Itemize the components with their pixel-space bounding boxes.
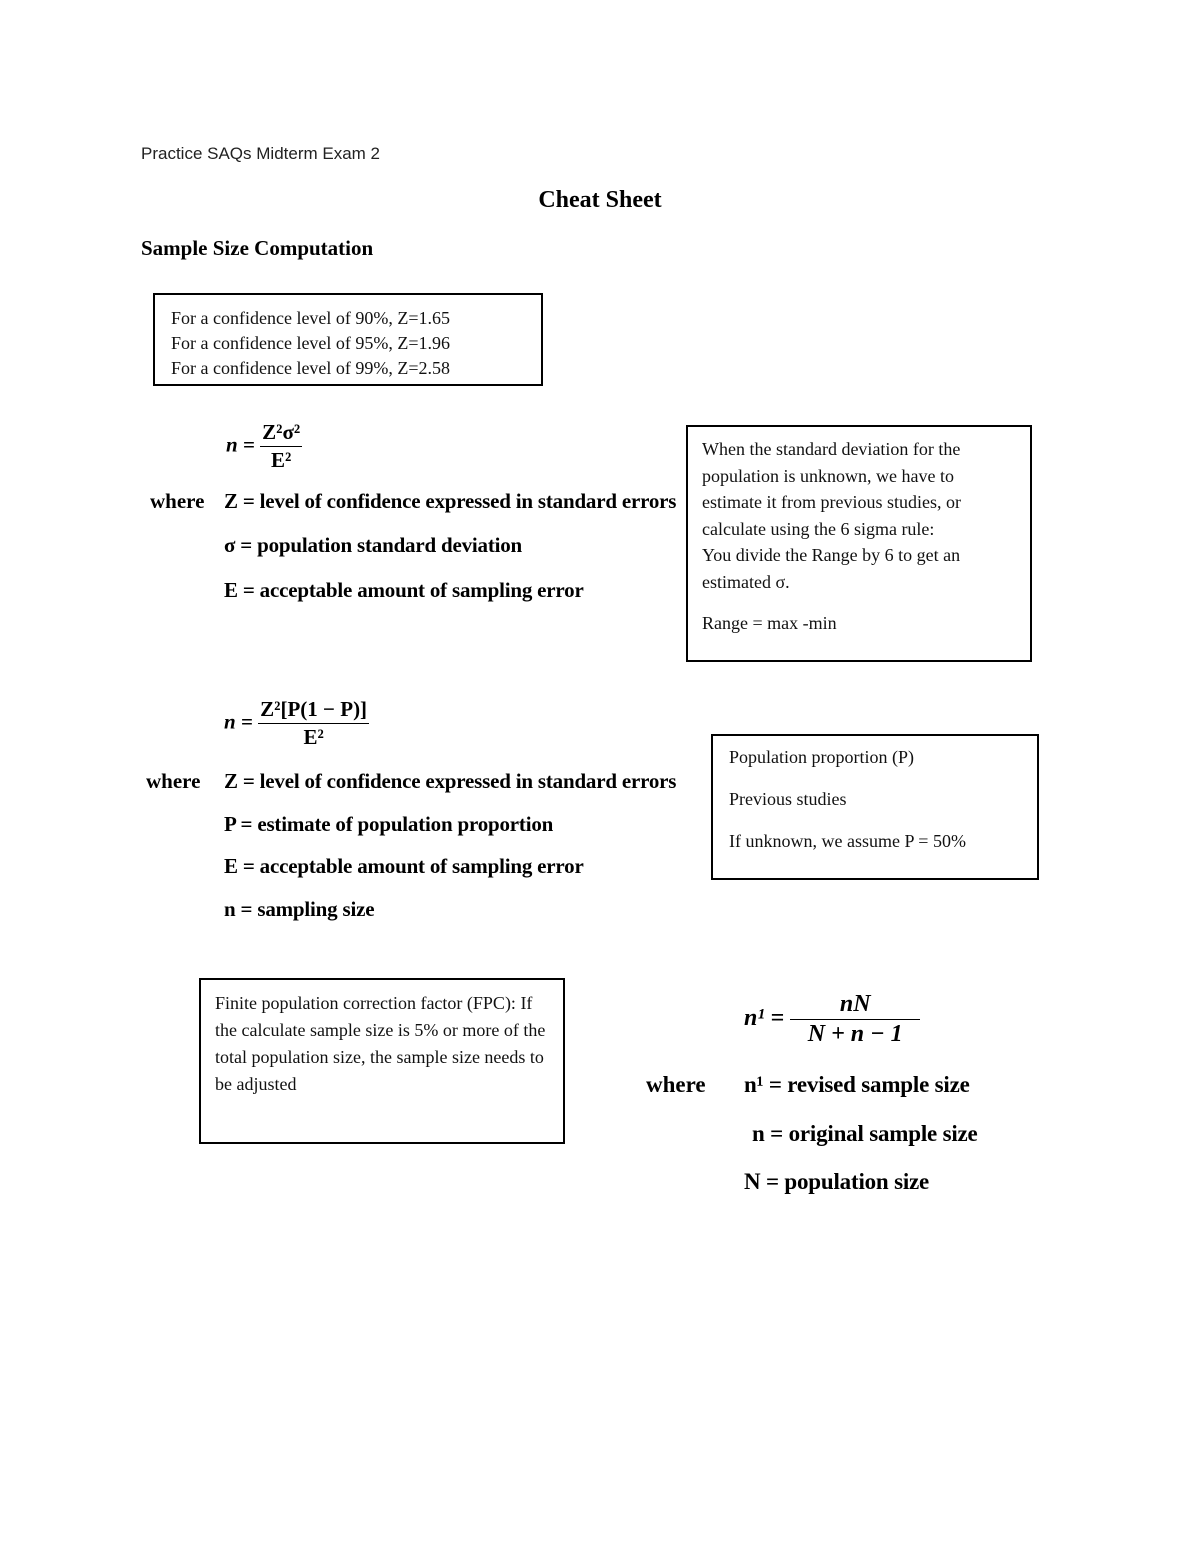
note-line: Previous studies: [729, 789, 847, 809]
note-line: calculate using the 6 sigma rule:: [702, 518, 935, 539]
note-line: estimate it from previous studies, or: [702, 492, 961, 512]
formula-proportion: [224, 697, 369, 750]
definition-e: E = acceptable amount of sampling error: [224, 578, 584, 602]
z-values-box: [153, 293, 543, 386]
formula-numerator: nN: [790, 991, 920, 1020]
formula-lhs: n =: [224, 709, 253, 734]
formula-lhs: n¹ =: [744, 1005, 785, 1032]
definition-n: n = sampling size: [224, 897, 375, 921]
definition-p: P = estimate of population proportion: [224, 812, 554, 836]
definition-e: E = acceptable amount of sampling error: [224, 854, 584, 878]
formula-lhs: n =: [226, 432, 255, 457]
std-dev-note-box: [686, 425, 1032, 662]
formula-fraction: [790, 991, 920, 1048]
definition-z: Z = level of confidence expressed in standard errors: [224, 769, 677, 793]
proportion-note-box: [711, 734, 1039, 880]
formula-numerator: Z²[P(1 − P)]: [258, 697, 369, 724]
formula-fraction: [258, 697, 369, 750]
z-value-line: For a confidence level of 99%, Z=2.58: [171, 358, 451, 378]
section-heading: Sample Size Computation: [141, 236, 374, 260]
document-header: Practice SAQs Midterm Exam 2: [141, 144, 381, 163]
note-line: If unknown, we assume P = 50%: [729, 831, 966, 851]
formula-denominator: E²: [271, 448, 292, 472]
definition-population-n: N = population size: [744, 1169, 930, 1194]
note-line: population is unknown, we have to: [702, 465, 954, 486]
definition-sigma: σ = population standard deviation: [224, 533, 523, 557]
formula-fpc: [744, 991, 920, 1048]
page-title: Cheat Sheet: [538, 187, 662, 213]
where-label: where: [646, 1072, 706, 1097]
z-value-line: For a confidence level of 95%, Z=1.96: [171, 333, 451, 353]
note-line: estimated σ.: [702, 571, 790, 592]
where-label: where: [146, 769, 201, 793]
formula-numerator: Z²σ²: [260, 420, 302, 447]
formula-denominator: N + n − 1: [807, 1021, 903, 1047]
fpc-text: Finite population correction factor (FPC): If the calculate sample size is 5% or more of the total population size, the sample size needs to be adjusted: [215, 993, 546, 1094]
where-label: where: [150, 489, 205, 513]
definition-original-n: n = original sample size: [752, 1121, 978, 1146]
formula-denominator: E²: [303, 725, 324, 749]
formula-sigma: [226, 420, 302, 473]
note-line: You divide the Range by 6 to get an: [702, 545, 961, 565]
formula-fraction: [260, 420, 302, 473]
z-value-line: For a confidence level of 90%, Z=1.65: [171, 308, 451, 328]
definition-z: Z = level of confidence expressed in standard errors: [224, 489, 677, 513]
definition-revised-n: n¹ = revised sample size: [744, 1072, 970, 1097]
note-line: When the standard deviation for the: [702, 439, 961, 459]
fpc-note-box: [199, 978, 565, 1144]
note-line: Population proportion (P): [729, 747, 914, 767]
range-line: Range = max -min: [702, 613, 837, 633]
